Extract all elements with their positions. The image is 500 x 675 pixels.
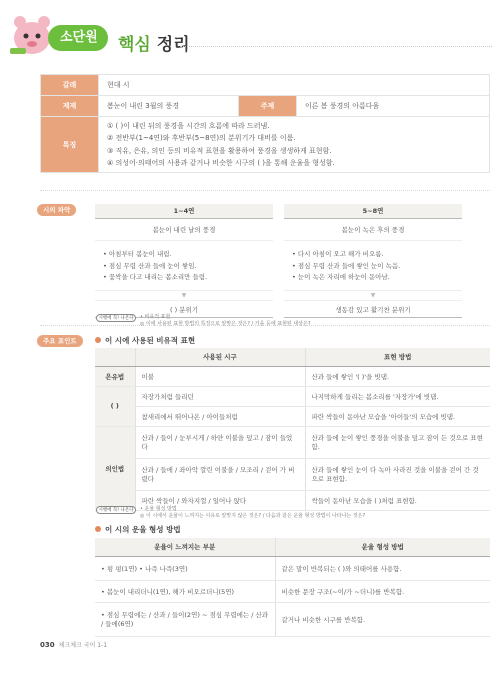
features-list bbox=[99, 117, 490, 173]
stanza-list bbox=[284, 241, 462, 291]
subject-value: 봄눈이 내린 3월의 풍경 bbox=[99, 96, 239, 117]
list-item: • 점심 무렵 산과 들에 눈이 쌓임. bbox=[103, 261, 197, 270]
stanza-list bbox=[95, 241, 273, 291]
table-cell: 파란 싹들이 돋아난 모습을 '아이들'의 모습에 빗댐. bbox=[305, 406, 490, 426]
table-header-blank bbox=[95, 348, 135, 366]
list-item: • 아침부터 봄눈이 내림. bbox=[103, 250, 172, 258]
exam-note bbox=[140, 506, 365, 520]
table-cell: 같은 말이 반복되는 ( )와 의태어를 사용함. bbox=[275, 556, 490, 580]
table-cell: • 봄눈이 내리더니(1연), 해가 비오르더니(5연) bbox=[95, 580, 275, 602]
header-divider bbox=[180, 46, 492, 47]
reading-tag: 시의 파악 bbox=[37, 204, 76, 216]
feature-item: ② 전반부(1~4연)와 후반부(5~8연)의 분위기가 대비를 이룸. bbox=[107, 134, 296, 142]
theme-label: 주제 bbox=[239, 96, 297, 117]
section-heading-text: 이 시에 사용된 비유적 표현 bbox=[105, 336, 196, 345]
table-cell: 자장가처럼 들리던 bbox=[135, 386, 305, 406]
technique-label: ( ) bbox=[95, 386, 135, 426]
stanza-header: 1~4연 bbox=[95, 204, 273, 219]
table-header: 표현 방법 bbox=[305, 348, 490, 366]
rhythm-table bbox=[95, 538, 490, 637]
table-row bbox=[95, 426, 490, 458]
stanza-header: 5~8연 bbox=[284, 204, 462, 219]
stanza-box-early bbox=[95, 204, 273, 318]
genre-label: 갈래 bbox=[41, 75, 99, 96]
list-item: • 다시 아침이 오고 해가 비오름. bbox=[292, 250, 384, 258]
table-cell: 파란 싹들이 / 와자지껄 / 일어나 앉다 bbox=[135, 490, 305, 510]
section-divider bbox=[40, 190, 490, 191]
table-header: 운율이 느껴지는 부분 bbox=[95, 538, 275, 556]
down-arrow-icon: ▼ bbox=[181, 291, 187, 299]
table-row bbox=[95, 366, 490, 386]
stanza-mood: ( ) 분위기 bbox=[95, 300, 273, 318]
page-number: 030 bbox=[40, 641, 55, 649]
exam-note-line: • 비유적 표현 bbox=[140, 314, 171, 320]
list-item: • 눈이 녹은 자리에 하눈이 돋아남. bbox=[292, 273, 390, 281]
table-row bbox=[95, 556, 490, 580]
table-cell: 나지막하게 들리는 봄소리를 '자장가'에 빗댐. bbox=[305, 386, 490, 406]
subject-label: 제재 bbox=[41, 96, 99, 117]
stanza-box-late bbox=[284, 204, 462, 318]
theme-value: 이른 봄 풍경의 아름다움 bbox=[297, 96, 490, 117]
page-footer bbox=[40, 640, 107, 649]
table-row bbox=[95, 458, 490, 490]
summary-row-subject bbox=[41, 96, 490, 117]
keypoint-tag: 주요 포인트 bbox=[37, 335, 83, 347]
bullet-dot-icon bbox=[95, 337, 101, 343]
list-item: • 점심 무렵 산과 들에 쌓인 눈이 녹음. bbox=[292, 261, 401, 270]
table-cell: • 펑 펑(1연) • 나즉 나즉(3연) bbox=[95, 556, 275, 580]
section-heading-text: 이 시의 운율 형성 방법 bbox=[105, 525, 181, 534]
section-heading bbox=[95, 335, 195, 346]
table-row bbox=[95, 386, 490, 406]
book-title: 체크체크 국어 1-1 bbox=[58, 642, 108, 649]
list-item: • 꽃싹을 다고 내리는 봄소리만 들림. bbox=[103, 273, 208, 281]
table-cell: 산과 들에 쌓인 눈이 다 녹아 사라진 것을 이불을 걷어 간 것으로 표현함. bbox=[305, 458, 490, 490]
down-arrow-icon: ▼ bbox=[370, 291, 376, 299]
exam-note bbox=[140, 314, 311, 328]
table-row bbox=[95, 602, 490, 636]
table-row bbox=[95, 406, 490, 426]
table-cell: 산과 들에 눈이 쌓인 풍경을 이불을 덮고 잠이 든 것으로 표현함. bbox=[305, 426, 490, 458]
table-cell: 이불 bbox=[135, 366, 305, 386]
bullet-dot-icon bbox=[95, 526, 101, 532]
stanza-scene: 봄눈이 녹은 후의 풍경 bbox=[284, 219, 462, 241]
feature-item: ① ( )이 내린 뒤의 풍경을 시간의 흐름에 따라 드러냄. bbox=[107, 121, 270, 130]
page-header bbox=[0, 0, 500, 68]
feature-item: ③ 직유, 은유, 의인 등의 비유적 표현을 활용하여 풍경을 생생하게 표현함. bbox=[107, 146, 332, 155]
table-cell: 비슷한 문장 구조(~이/가 ~더니)를 반복함. bbox=[275, 580, 490, 602]
feature-item: ④ 의성어·의태어의 사용과 같거나 비슷한 시구의 ( )을 통해 운율을 형성함. bbox=[107, 159, 335, 167]
subunit-pill: 소단원 bbox=[48, 25, 108, 51]
exam-note-line: • 운율 형성 방법 bbox=[140, 506, 177, 512]
stanza-scene: 봄눈이 내린 날의 풍경 bbox=[95, 219, 273, 241]
genre-value: 현대 시 bbox=[99, 75, 490, 96]
table-header: 운율 형성 방법 bbox=[275, 538, 490, 556]
table-cell: 같거나 비슷한 시구를 반복함. bbox=[275, 602, 490, 636]
exam-badge: 시행에 꼭! 나온다 bbox=[96, 506, 136, 514]
table-header: 사용된 시구 bbox=[135, 348, 305, 366]
technique-label: 의인법 bbox=[95, 426, 135, 510]
exam-note-line: ◎ 이 시에서 운율이 느껴지는 이유로 알맞지 않은 것은? / 다음과 같은 운율 형성 방법이 나타나는 것은? bbox=[140, 513, 366, 519]
table-cell: • 점심 무렵에는 / 산과 / 들이(2연) ~ 점심 무렵에는 / 산과 / 들에(6연) bbox=[95, 602, 275, 636]
table-cell: 싹들이 돋아난 모습을 ( )처럼 표현함. bbox=[305, 490, 490, 510]
figurative-table bbox=[95, 348, 490, 511]
table-cell: 산과 / 들이 / 눈부시게 / 하얀 이불을 덮고 / 잠이 들었다 bbox=[135, 426, 305, 458]
summary-row-features bbox=[41, 117, 490, 173]
section-heading bbox=[95, 524, 181, 535]
table-header-row bbox=[95, 348, 490, 366]
summary-table bbox=[40, 74, 490, 173]
table-cell: 산과 / 들에 / 좌아악 깔린 이불을 / 모조리 / 걷어 가 버렸다 bbox=[135, 458, 305, 490]
exam-note-line: ◎ 이에 사용된 표현 방법의 특징으로 알맞은 것은? / 가을 등에 표현된 대상은? bbox=[140, 321, 311, 327]
table-cell: 산과 들에 쌓인 '( )'을 빗댐. bbox=[305, 366, 490, 386]
page-title bbox=[118, 30, 190, 55]
stanza-mood: 생동감 있고 활기찬 분위기 bbox=[284, 300, 462, 318]
features-label: 특징 bbox=[41, 117, 99, 173]
exam-badge: 시행에 꼭! 나온다 bbox=[96, 314, 136, 322]
title-rest: 정리 bbox=[150, 35, 190, 55]
table-row bbox=[95, 580, 490, 602]
table-cell: 참새리에서 뛰어나온 / 아이들처럼 bbox=[135, 406, 305, 426]
technique-label: 은유법 bbox=[95, 366, 135, 386]
summary-row-genre bbox=[41, 75, 490, 96]
table-header-row bbox=[95, 538, 490, 556]
title-highlight: 핵심 bbox=[118, 35, 151, 55]
